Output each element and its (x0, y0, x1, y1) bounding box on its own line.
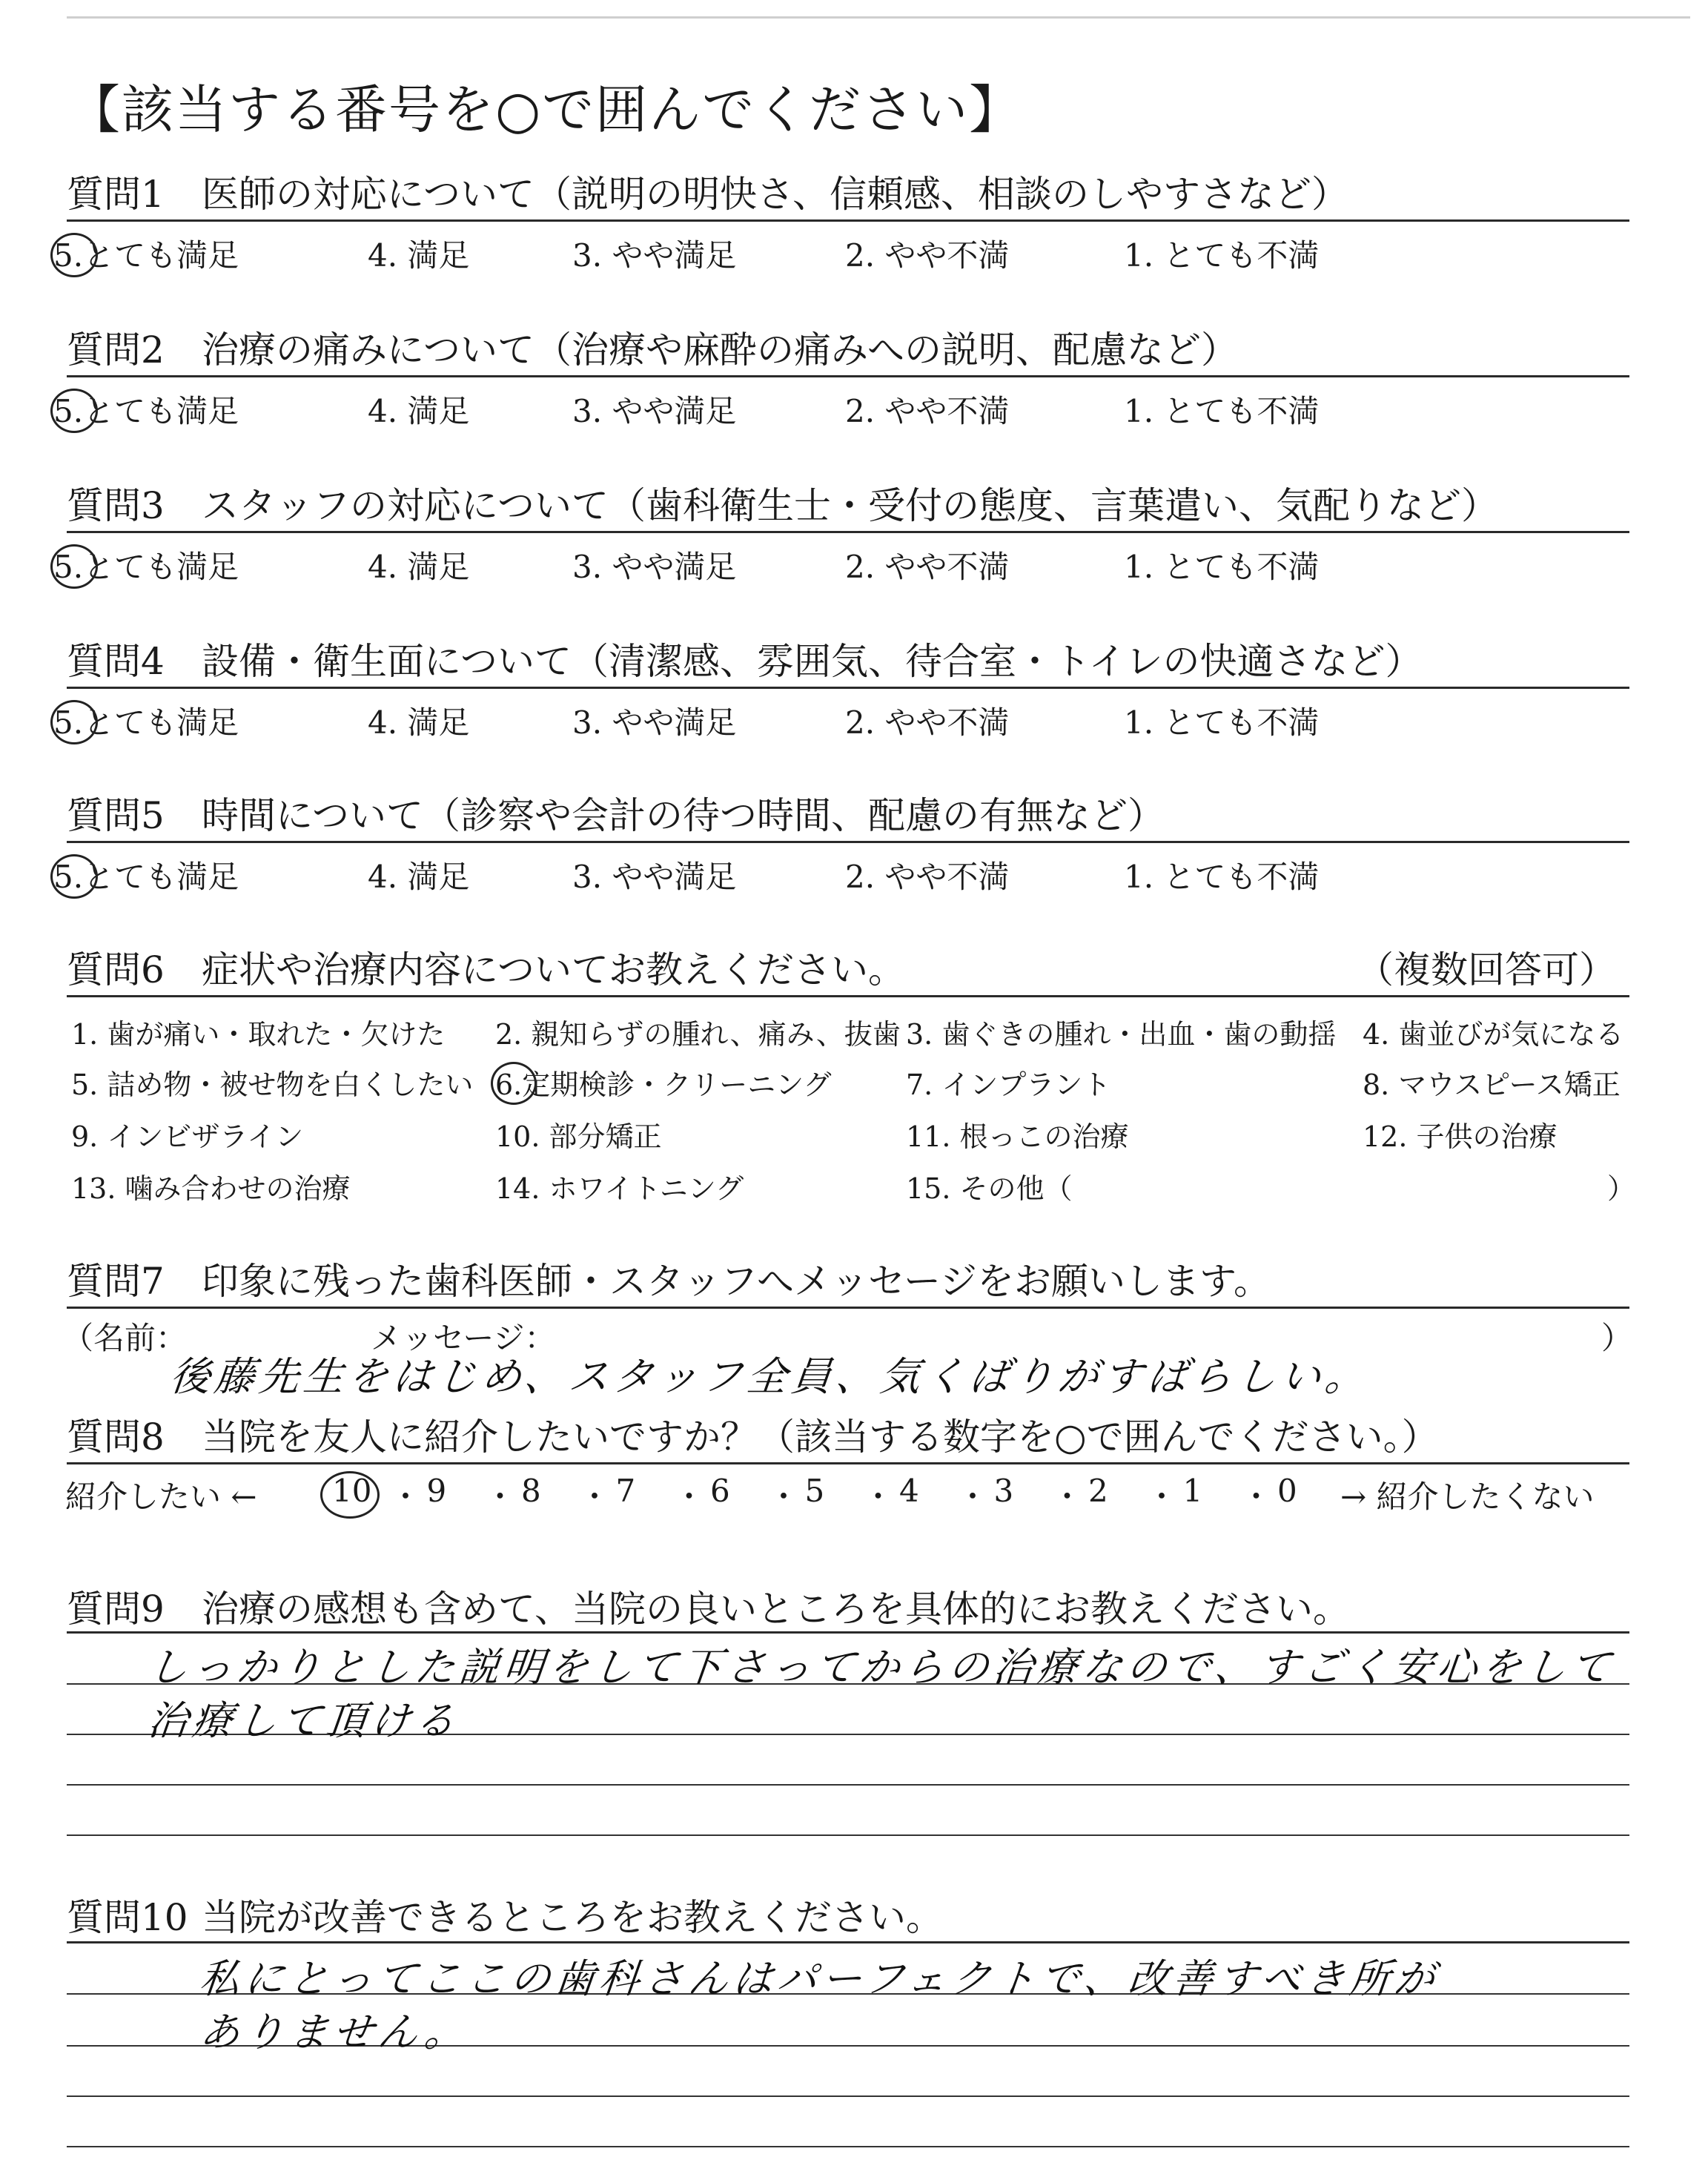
q6-label: 質問6 (67, 948, 165, 991)
q3-selected-circle (50, 544, 98, 589)
q7-name-label: （名前： (62, 1320, 188, 1356)
q10-handwritten-line-1: 私にとってここの歯科さんはパーフェクトで、改善すべき所が (197, 1955, 1442, 2002)
q6-option-3[interactable]: 3. 歯ぐきの腫れ・出血・歯の動揺 (906, 1018, 1337, 1051)
q8-separator: ・ (1146, 1479, 1178, 1515)
q3-option-4[interactable]: 4. 満足 (368, 549, 470, 585)
q8-separator: ・ (579, 1479, 611, 1515)
q4-selected-circle (50, 700, 98, 744)
q2-option-2[interactable]: 2. やや不満 (845, 393, 1010, 429)
q9-line (67, 1784, 1629, 1786)
q4-option-5[interactable]: 5.とても満足 (53, 704, 239, 741)
q6-option-11[interactable]: 11. 根っこの治療 (906, 1120, 1129, 1153)
q8-scale-10[interactable]: 10 (332, 1473, 372, 1509)
q9-label: 質問9 (67, 1588, 165, 1631)
q10-line (67, 2095, 1629, 2097)
q5-option-4[interactable]: 4. 満足 (368, 859, 470, 895)
q8-selected-circle (320, 1471, 380, 1519)
q8-scale-7[interactable]: 7 (615, 1473, 636, 1509)
q2-selected-circle (50, 389, 98, 433)
q8-scale-0[interactable]: 0 (1277, 1473, 1297, 1509)
q6-option-1[interactable]: 1. 歯が痛い・取れた・欠けた (71, 1018, 446, 1051)
q3-option-2[interactable]: 2. やや不満 (845, 549, 1010, 585)
q4-option-1[interactable]: 1. とても不満 (1124, 704, 1320, 741)
q6-text: 症状や治療内容についてお教えください。 (202, 948, 905, 991)
q6-rule (67, 995, 1629, 997)
q6-option-6[interactable]: 6.定期検診・クリーニング (495, 1069, 832, 1101)
q4-text: 設備・衛生面について（清潔感、雰囲気、待合室・トイレの快適さなど） (202, 640, 1423, 683)
q6-option-7[interactable]: 7. インプラント (906, 1069, 1111, 1101)
q4-option-4[interactable]: 4. 満足 (368, 704, 470, 741)
q1-selected-circle (50, 233, 98, 277)
q5-rule (67, 841, 1629, 843)
top-border (67, 16, 1690, 19)
q7-close-paren: ） (1601, 1320, 1633, 1356)
q1-option-4[interactable]: 4. 満足 (368, 237, 470, 274)
q4-option-3[interactable]: 3. やや満足 (572, 704, 737, 741)
q8-separator: ・ (768, 1479, 800, 1515)
q4-option-2[interactable]: 2. やや不満 (845, 704, 1010, 741)
q8-label: 質問8 (67, 1416, 165, 1459)
q6-option-14[interactable]: 14. ホワイトニング (495, 1172, 744, 1205)
q1-rule (67, 219, 1629, 222)
q7-message-label: メッセージ： (371, 1320, 556, 1356)
q1-option-2[interactable]: 2. やや不満 (845, 237, 1010, 274)
q8-scale-8[interactable]: 8 (521, 1473, 541, 1509)
q6-option-12[interactable]: 12. 子供の治療 (1363, 1120, 1558, 1153)
q4-rule (67, 687, 1629, 689)
q9-line (67, 1834, 1629, 1836)
q8-separator: ・ (1051, 1479, 1083, 1515)
q6-option-15[interactable]: 15. その他（ (906, 1172, 1073, 1205)
q5-text: 時間について（診察や会計の待つ時間、配慮の有無など） (202, 794, 1165, 837)
q6-option-4[interactable]: 4. 歯並びが気になる (1363, 1018, 1624, 1051)
q2-rule (67, 375, 1629, 377)
q1-label: 質問1 (67, 173, 165, 216)
q10-line (67, 2146, 1629, 2147)
q6-option-8[interactable]: 8. マウスピース矯正 (1363, 1069, 1621, 1101)
q1-option-5[interactable]: 5.とても満足 (53, 237, 239, 274)
q7-handwritten-message: 後藤先生をはじめ、スタッフ全員、気くばりがすばらしい。 (168, 1353, 1372, 1400)
q2-label: 質問2 (67, 328, 165, 371)
q3-text: スタッフの対応について（歯科衛生士・受付の態度、言葉遣い、気配りなど） (202, 484, 1498, 527)
q2-option-5[interactable]: 5.とても満足 (53, 393, 239, 429)
form-title: 【該当する番号を○で囲んでください】 (68, 79, 1023, 140)
q6-option-5[interactable]: 5. 詰め物・被せ物を白くしたい (71, 1069, 474, 1101)
q5-option-3[interactable]: 3. やや満足 (572, 859, 737, 895)
q2-option-1[interactable]: 1. とても不満 (1124, 393, 1320, 429)
q8-scale-1[interactable]: 1 (1182, 1473, 1203, 1509)
q10-handwritten-line-2: ありません。 (197, 2009, 472, 2055)
q2-text: 治療の痛みについて（治療や麻酔の痛みへの説明、配慮など） (202, 328, 1238, 371)
q8-scale-5[interactable]: 5 (804, 1473, 825, 1509)
q3-option-5[interactable]: 5.とても満足 (53, 549, 239, 585)
q8-scale-4[interactable]: 4 (899, 1473, 919, 1509)
q7-text: 印象に残った歯科医師・スタッフへメッセージをお願いします。 (202, 1260, 1271, 1303)
q5-option-1[interactable]: 1. とても不満 (1124, 859, 1320, 895)
q9-rule (67, 1631, 1629, 1634)
q6-selected-circle (491, 1062, 537, 1105)
q7-label: 質問7 (67, 1260, 165, 1303)
q1-option-3[interactable]: 3. やや満足 (572, 237, 737, 274)
q6-note: （複数回答可） (1357, 948, 1616, 991)
q3-rule (67, 531, 1629, 533)
q5-option-2[interactable]: 2. やや不満 (845, 859, 1010, 895)
q2-option-4[interactable]: 4. 満足 (368, 393, 470, 429)
q7-rule (67, 1307, 1629, 1309)
q8-separator: ・ (390, 1479, 422, 1515)
q10-text: 当院が改善できるところをお教えください。 (202, 1896, 943, 1939)
q8-right-label: → 紹介したくない (1340, 1479, 1595, 1515)
q8-scale-9[interactable]: 9 (426, 1473, 447, 1509)
q6-option-9[interactable]: 9. インビザライン (71, 1120, 304, 1153)
q1-text: 医師の対応について（説明の明快さ、信頼感、相談のしやすさなど） (202, 173, 1348, 216)
q5-label: 質問5 (67, 794, 165, 837)
q8-separator: ・ (484, 1479, 516, 1515)
q8-separator: ・ (957, 1479, 989, 1515)
q6-option-10[interactable]: 10. 部分矯正 (495, 1120, 662, 1153)
q8-scale-3[interactable]: 3 (993, 1473, 1014, 1509)
q10-label: 質問10 (67, 1896, 188, 1939)
q3-option-1[interactable]: 1. とても不満 (1124, 549, 1320, 585)
q6-option-16[interactable]: ） (1607, 1172, 1636, 1205)
q10-rule (67, 1941, 1629, 1943)
q8-separator: ・ (673, 1479, 705, 1515)
q8-left-label: 紹介したい ← (65, 1479, 257, 1515)
q8-separator: ・ (1240, 1479, 1272, 1515)
q9-handwritten-line-1: しっかりとした説明をして下さってからの治療なので、すごく安心をして (145, 1644, 1618, 1691)
q5-option-5[interactable]: 5.とても満足 (53, 859, 239, 895)
q1-option-1[interactable]: 1. とても不満 (1124, 237, 1320, 274)
q6-option-2[interactable]: 2. 親知らずの腫れ、痛み、抜歯 (495, 1018, 901, 1051)
q6-option-13[interactable]: 13. 噛み合わせの治療 (71, 1172, 351, 1205)
q4-label: 質問4 (67, 640, 165, 683)
q8-separator: ・ (862, 1479, 894, 1515)
q3-option-3[interactable]: 3. やや満足 (572, 549, 737, 585)
q8-rule (67, 1462, 1629, 1464)
q9-handwritten-line-2: 治療して頂ける (145, 1697, 462, 1744)
q3-label: 質問3 (67, 484, 165, 527)
q2-option-3[interactable]: 3. やや満足 (572, 393, 737, 429)
q8-scale-6[interactable]: 6 (710, 1473, 730, 1509)
q5-selected-circle (50, 854, 98, 899)
q8-scale-2[interactable]: 2 (1088, 1473, 1108, 1509)
q8-text: 当院を友人に紹介したいですか？（該当する数字を○で囲んでください。） (202, 1416, 1439, 1459)
q9-text: 治療の感想も含めて、当院の良いところを具体的にお教えください。 (202, 1588, 1350, 1631)
